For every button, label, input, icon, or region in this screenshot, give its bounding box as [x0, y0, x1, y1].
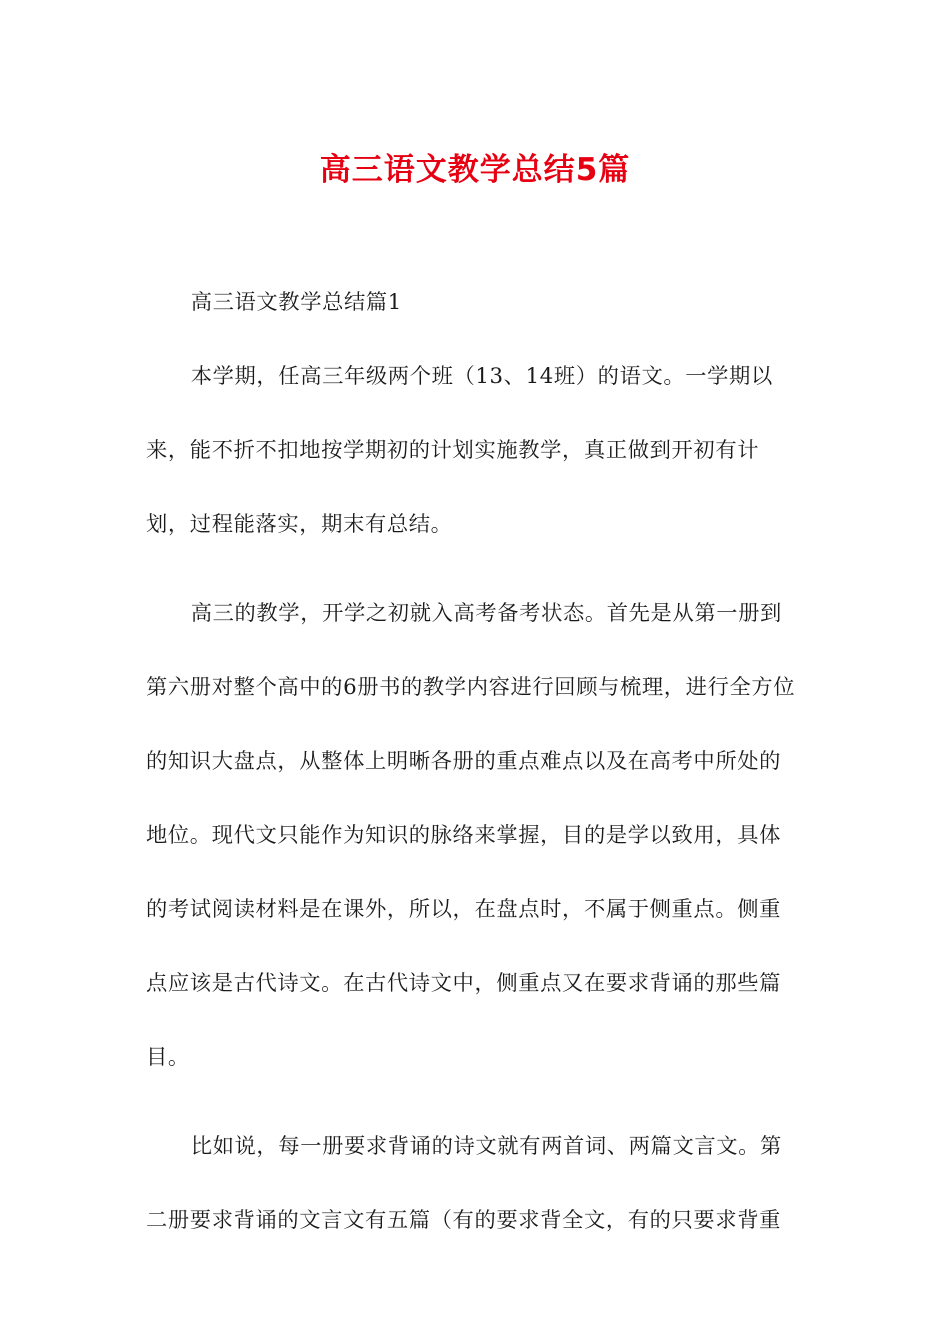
paragraph-2: 高三的教学，开学之初就入高考备考状态。首先是从第一册到第六册对整个高中的6册书的教学内容进行回顾与梳理，进行全方位的知识大盘点，从整体上明晰各册的重点难点以及在高考中所处的地位。现代文只能作为知识的脉络来掌握，目的是学以致用，具体的考试阅读材料是在课外，所以，在盘点时，不属于侧重点。侧重点应该是古代诗文。在古代诗文中，侧重点又在要求背诵的那些篇目。 [146, 601, 796, 1070]
paragraph-3: 比如说，每一册要求背诵的诗文就有两首词、两篇文言文。第二册要求背诵的文言文有五篇（有的要求背全文，有的只要求背重 [146, 1134, 782, 1233]
document-title: 高三语文教学总结5篇 [319, 152, 631, 188]
paragraph-1: 本学期，任高三年级两个班（13、14班）的语文。一学期以来，能不折不扣地按学期初的计划实施教学，真正做到开初有计划，过程能落实，期末有总结。 [146, 364, 773, 537]
section-heading: 高三语文教学总结篇1 [190, 290, 402, 315]
document-body [146, 281, 796, 1288]
